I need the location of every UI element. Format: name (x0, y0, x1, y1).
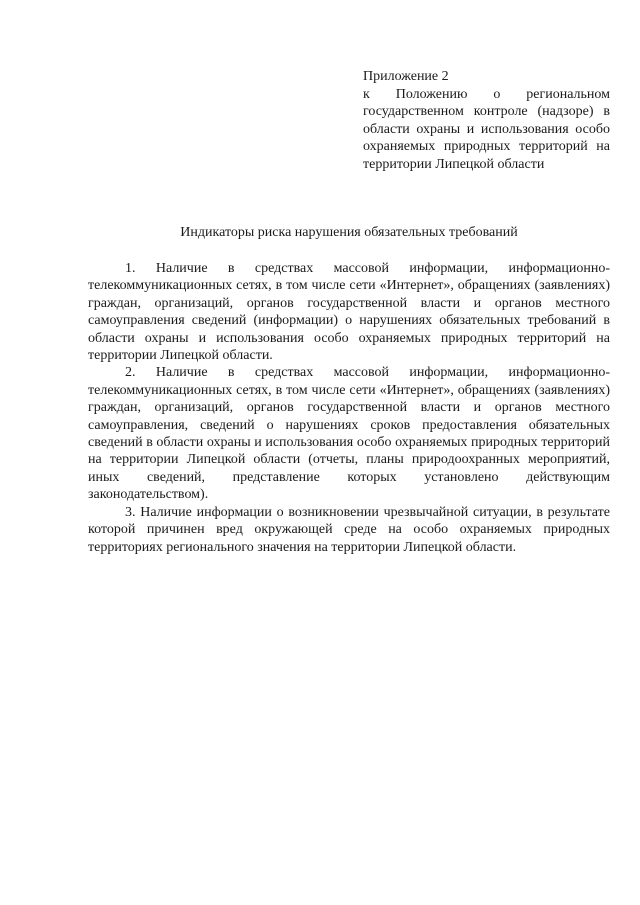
appendix-header (363, 68, 610, 174)
document-title: Индикаторы риска нарушения обязательных требований (180, 225, 518, 240)
list-item-1: 1. Наличие в средствах массовой информации, информационно-телекоммуникационных сетях, в том числе сети «Интернет», обращениях (заявлениях) граждан, организаций, органов государственной власти и органов местного самоуправления сведений (информации) о нарушениях обязательных требований в области охраны и использования особо охраняемых природных территорий на территории Липецкой области. (88, 261, 610, 364)
list-item-3: 3. Наличие информации о возникновении чрезвычайной ситуации, в результате которой причинен вред окружающей среде на особо охраняемых природных территориях регионального значения на территории Липецкой области. (88, 504, 610, 555)
list-item-2: 2. Наличие в средствах массовой информации, информационно-телекоммуникационных сетях, в том числе сети «Интернет», обращениях (заявлениях) граждан, организаций, органов государственной власти и органов местного самоуправления, сведений о нарушениях сроков предоставления обязательных сведений в области охраны и использования особо охраняемых природных территорий на территории Липецкой области (отчеты, планы природоохранных мероприятий, иных сведений, представление которых установлено действующим законодательством). (88, 365, 610, 503)
document-body (88, 260, 610, 556)
appendix-title: Приложение 2 (363, 69, 449, 84)
appendix-text: к Положению о региональном государственном контроле (надзоре) в области охраны и использования особо охраняемых природных территорий на территории Липецкой области (363, 86, 610, 172)
